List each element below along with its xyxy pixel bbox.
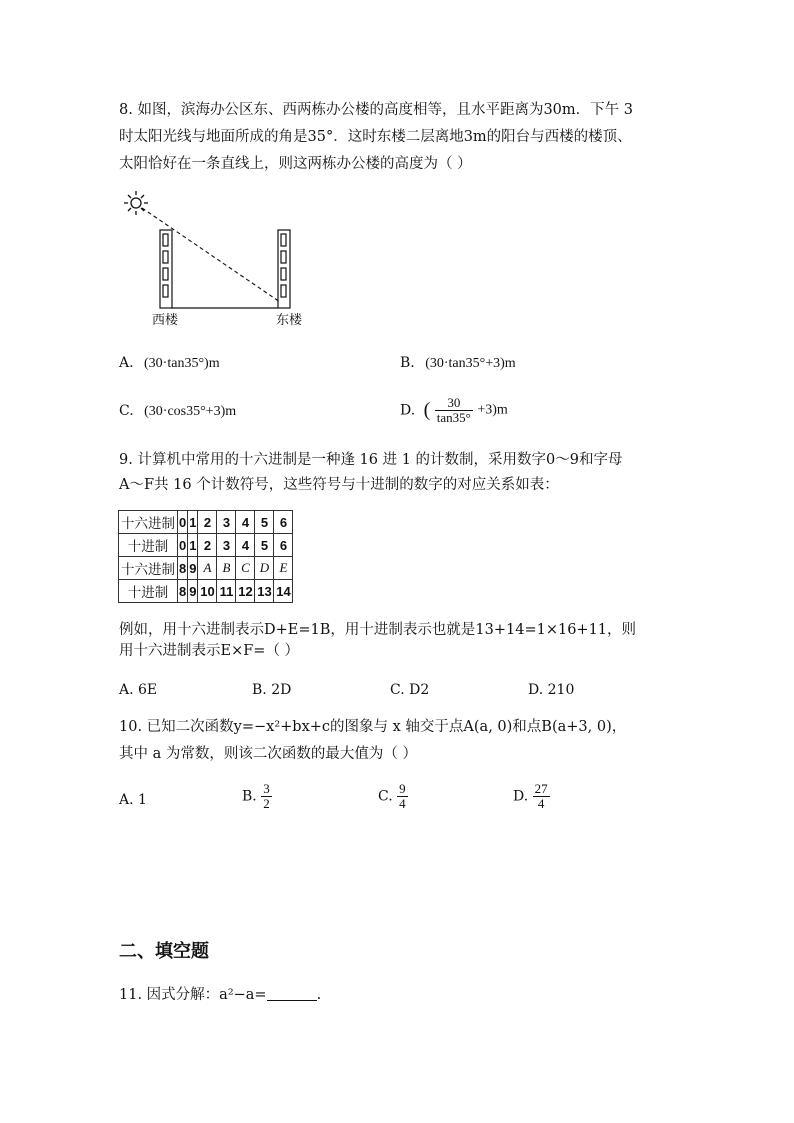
- q9-option-c[interactable]: C. D2: [390, 682, 430, 698]
- q11-answer-blank[interactable]: [267, 986, 317, 1001]
- q8-option-c[interactable]: C. (30·cos35°+3)m: [119, 403, 237, 419]
- q10-option-a[interactable]: A. 1: [119, 792, 147, 808]
- q8-d-fraction: $\frac{30}{\tan 35^\circ}$: [436, 395, 471, 425]
- q9-option-a[interactable]: A. 6E: [119, 682, 158, 698]
- q8-line-3: 太阳恰好在一条直线上，则这两栋办公楼的高度为（ ）: [119, 156, 472, 172]
- hex-decimal-table: [118, 510, 293, 603]
- q10-d-fraction: $\frac{27}{4}$: [534, 781, 548, 811]
- q10-b-fraction: $\frac{3}{2}$: [263, 781, 270, 811]
- q8-figure: [118, 188, 318, 313]
- q10-line-1: 10. 已知二次函数y=−x²+bx+c的图象与 x 轴交于点A(a, 0)和点B(a+3, 0)，: [119, 719, 627, 735]
- q9-line-1: 9. 计算机中常用的十六进制是一种逢 16 进 1 的计数制，采用数字0～9和字母: [119, 452, 623, 468]
- q10-c-fraction: $\frac{9}{4}$: [399, 781, 406, 811]
- q9-option-d[interactable]: D. 210: [528, 682, 575, 698]
- q10-line-2: 其中 a 为常数，则该二次函数的最大值为（ ）: [119, 746, 417, 762]
- q10-option-c[interactable]: C. $\frac{9}{4}$: [378, 781, 406, 811]
- q8-option-a[interactable]: A. (30·tan35°)m: [119, 355, 220, 371]
- q8-option-d[interactable]: D. ( $\frac{30}{\tan 35^\circ}$ +3)m: [400, 395, 508, 425]
- q11-line: 11. 因式分解：a²−a= .: [119, 987, 322, 1003]
- section-title: 二、填空题: [119, 941, 209, 962]
- q10-option-b[interactable]: B. $\frac{3}{2}$: [242, 781, 270, 811]
- east-building: [278, 230, 290, 308]
- sun-icon: [124, 191, 148, 215]
- q10-option-d[interactable]: D. $\frac{27}{4}$: [513, 781, 548, 811]
- q9-line-2: A～F共 16 个计数符号，这些符号与十进制的数字的对应关系如表：: [119, 477, 559, 493]
- q8-line-1: 8. 如图，滨海办公区东、西两栋办公楼的高度相等，且水平距离为30m．下午 3: [119, 102, 633, 118]
- table-row: 十六进制 0 1 2 3 4 5 6: [119, 511, 293, 534]
- west-building-label: 西楼: [152, 313, 179, 328]
- q9-option-b[interactable]: B. 2D: [252, 682, 292, 698]
- west-building: [160, 230, 172, 308]
- q8-line-2: 时太阳光线与地面所成的角是35°．这时东楼二层离地3m的阳台与西楼的楼顶、: [119, 129, 632, 145]
- table-row: 十进制 8 9 10 11 12 13 14: [119, 580, 293, 603]
- q9-line-3: 例如，用十六进制表示D+E=1B，用十进制表示也就是13+14=1×16+11，则: [119, 622, 637, 638]
- table-row: 十六进制 8 9 A B C D E: [119, 557, 293, 580]
- table-row: 十进制 0 1 2 3 4 5 6: [119, 534, 293, 557]
- east-building-label: 东楼: [276, 313, 303, 328]
- q8-option-b[interactable]: B. (30·tan35°+3)m: [400, 355, 516, 371]
- q9-line-4: 用十六进制表示E×F=（ ）: [119, 643, 300, 659]
